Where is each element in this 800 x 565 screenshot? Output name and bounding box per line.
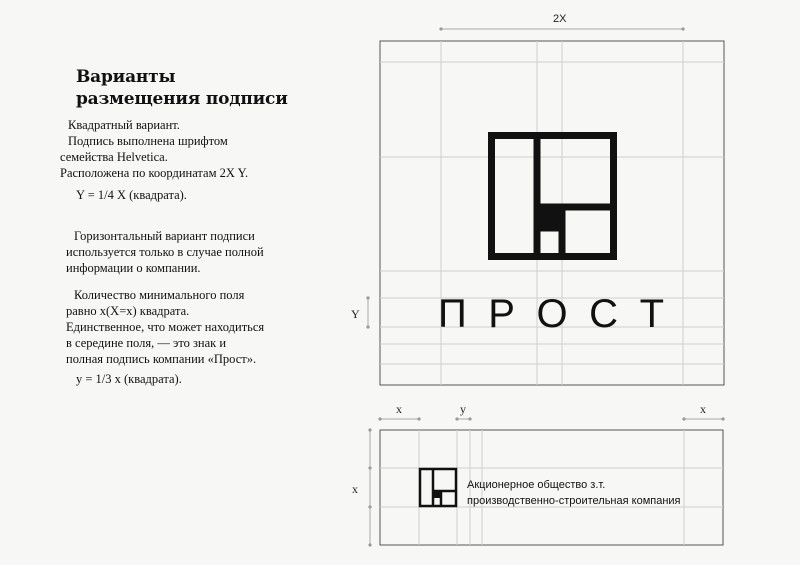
- text-line: используется только в случае полной: [66, 245, 264, 259]
- label-x-vertical: x: [352, 482, 358, 496]
- text-line: Подпись выполнена шрифтом: [68, 134, 228, 148]
- text-line: полная подпись компании «Прост».: [66, 352, 257, 366]
- prost-logo-small-icon: [420, 469, 456, 506]
- brand-name: П Р О С Т: [438, 292, 664, 336]
- text-line: Квадратный вариант.: [68, 118, 180, 132]
- label-x-left: x: [396, 402, 402, 416]
- text-line: равно x(X=x) квадрата.: [66, 304, 190, 318]
- square-variant-diagram: [351, 13, 724, 385]
- text-line: Единственное, что может находиться: [66, 320, 265, 334]
- formula-small-y: y = 1/3 x (квадрата).: [76, 372, 182, 386]
- heading-line-1: Варианты: [76, 67, 176, 87]
- horizontal-variant-diagram: [352, 402, 723, 545]
- formula-y: Y = 1/4 X (квадрата).: [76, 188, 187, 202]
- heading-line-2: размещения подписи: [76, 89, 288, 109]
- text-line: семейства Helvetica.: [60, 150, 168, 164]
- label-y-small: y: [460, 402, 466, 416]
- text-line: Расположена по координатам 2X Y.: [60, 166, 249, 180]
- prost-logo-icon: [492, 135, 614, 257]
- text-line: Горизонтальный вариант подписи: [74, 229, 255, 243]
- label-x-right: x: [700, 402, 706, 416]
- label-2x: 2X: [553, 13, 567, 25]
- company-name-line-1: Акционерное общество з.т.: [467, 479, 606, 491]
- text-line: Количество минимального поля: [74, 288, 245, 302]
- text-line: информации о компании.: [66, 261, 201, 275]
- text-line: в середине поля, — это знак и: [66, 336, 227, 350]
- label-y: Y: [351, 307, 360, 321]
- company-name-line-2: производственно-строительная компания: [467, 495, 681, 507]
